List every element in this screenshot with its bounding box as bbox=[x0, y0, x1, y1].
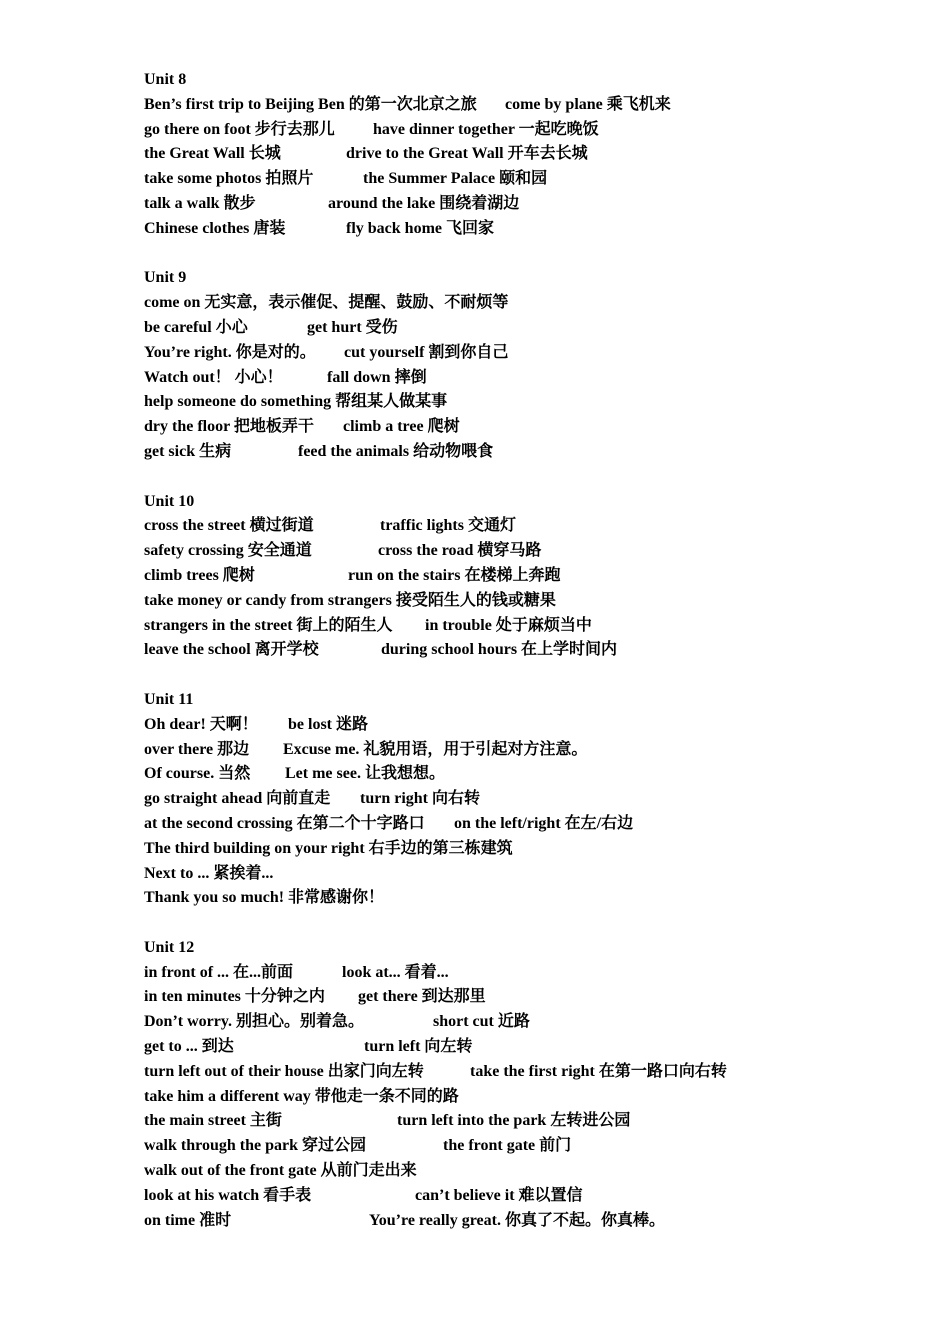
phrase-row bbox=[144, 886, 904, 911]
phrase: You’re really great. 你真了不起。你真棒。 bbox=[369, 1211, 665, 1229]
phrase-row bbox=[144, 762, 904, 787]
phrase-row bbox=[144, 1010, 904, 1035]
phrase-row bbox=[144, 514, 904, 539]
unit-12-section bbox=[144, 936, 904, 1234]
phrase-row bbox=[144, 341, 904, 366]
phrase: turn left into the park 左转进公园 bbox=[397, 1112, 631, 1130]
phrase: Of course. 当然 bbox=[144, 765, 251, 783]
phrase: dry the floor 把地板弄干 bbox=[144, 418, 314, 436]
phrase-row bbox=[144, 390, 904, 415]
phrase-row bbox=[144, 1159, 904, 1184]
unit-title: Unit 12 bbox=[144, 938, 195, 956]
unit-11-section bbox=[144, 688, 904, 911]
unit-title: Unit 10 bbox=[144, 492, 195, 510]
unit-title: Unit 11 bbox=[144, 690, 194, 708]
phrase: take the first right 在第一路口向右转 bbox=[470, 1062, 727, 1080]
phrase: Chinese clothes 唐装 bbox=[144, 219, 286, 237]
vocabulary-document bbox=[144, 68, 904, 1258]
phrase: in front of ... 在...前面 bbox=[144, 963, 294, 981]
phrase-row bbox=[144, 1134, 904, 1159]
phrase: cross the street 横过街道 bbox=[144, 517, 314, 535]
phrase-row bbox=[144, 589, 904, 614]
phrase: run on the stairs 在楼梯上奔跑 bbox=[348, 566, 561, 584]
phrase: Let me see. 让我想想。 bbox=[285, 765, 445, 783]
phrase: walk through the park 穿过公园 bbox=[144, 1137, 366, 1155]
phrase: the Summer Palace 颐和园 bbox=[363, 170, 548, 188]
phrase-row bbox=[144, 118, 904, 143]
phrase: leave the school 离开学校 bbox=[144, 641, 319, 659]
phrase: over there 那边 bbox=[144, 740, 250, 758]
phrase: fall down 摔倒 bbox=[327, 368, 427, 386]
phrase: walk out of the front gate 从前门走出来 bbox=[144, 1162, 417, 1180]
phrase-row bbox=[144, 440, 904, 465]
phrase: be lost 迷路 bbox=[288, 715, 369, 733]
phrase: in trouble 处于麻烦当中 bbox=[425, 616, 592, 634]
phrase: talk a walk 散步 bbox=[144, 194, 256, 212]
phrase: turn left out of their house 出家门向左转 bbox=[144, 1062, 424, 1080]
phrase-row bbox=[144, 961, 904, 986]
phrase: the main street 主街 bbox=[144, 1112, 282, 1130]
phrase: take some photos 拍照片 bbox=[144, 170, 314, 188]
phrase-row bbox=[144, 1035, 904, 1060]
phrase: get there 到达那里 bbox=[358, 988, 486, 1006]
phrase-row bbox=[144, 738, 904, 763]
phrase: turn left 向左转 bbox=[364, 1038, 473, 1056]
phrase: strangers in the street 街上的陌生人 bbox=[144, 616, 393, 634]
phrase-row bbox=[144, 812, 904, 837]
phrase: take money or candy from strangers 接受陌生人的钱或糖果 bbox=[144, 591, 556, 609]
phrase: in ten minutes 十分钟之内 bbox=[144, 988, 325, 1006]
phrase: get sick 生病 bbox=[144, 442, 232, 460]
phrase: help someone do something 帮组某人做某事 bbox=[144, 393, 448, 411]
phrase-row bbox=[144, 862, 904, 887]
phrase-row bbox=[144, 366, 904, 391]
phrase: Next to ... 紧挨着... bbox=[144, 864, 274, 882]
unit-9-section bbox=[144, 266, 904, 464]
phrase-row bbox=[144, 291, 904, 316]
phrase-row bbox=[144, 638, 904, 663]
phrase: fly back home 飞回家 bbox=[346, 219, 495, 237]
phrase: Ben’s first trip to Beijing Ben 的第一次北京之旅 bbox=[144, 95, 477, 113]
phrase-row bbox=[144, 1085, 904, 1110]
phrase: during school hours 在上学时间内 bbox=[381, 641, 618, 659]
phrase: cross the road 横穿马路 bbox=[378, 542, 542, 560]
phrase-row bbox=[144, 837, 904, 862]
phrase: on the left/right 在左/右边 bbox=[454, 814, 634, 832]
phrase-row bbox=[144, 614, 904, 639]
phrase: Oh dear! 天啊！ bbox=[144, 715, 258, 733]
phrase: Thank you so much! 非常感谢你！ bbox=[144, 889, 385, 907]
phrase: be careful 小心 bbox=[144, 318, 248, 336]
phrase-row bbox=[144, 142, 904, 167]
phrase: take him a different way 带他走一条不同的路 bbox=[144, 1087, 459, 1105]
phrase: get to ... 到达 bbox=[144, 1038, 234, 1056]
phrase: the Great Wall 长城 bbox=[144, 145, 281, 163]
unit-8-section bbox=[144, 68, 904, 242]
phrase: at the second crossing 在第二个十字路口 bbox=[144, 814, 425, 832]
phrase: short cut 近路 bbox=[433, 1013, 530, 1031]
phrase-row bbox=[144, 1060, 904, 1085]
phrase-row bbox=[144, 539, 904, 564]
phrase-row bbox=[144, 564, 904, 589]
phrase: go straight ahead 向前直走 bbox=[144, 790, 331, 808]
phrase: can’t believe it 难以置信 bbox=[415, 1186, 583, 1204]
phrase: turn right 向右转 bbox=[360, 790, 481, 808]
phrase-row bbox=[144, 787, 904, 812]
phrase-row bbox=[144, 713, 904, 738]
phrase-row bbox=[144, 985, 904, 1010]
phrase-row bbox=[144, 1109, 904, 1134]
phrase: climb trees 爬树 bbox=[144, 566, 255, 584]
phrase-row bbox=[144, 192, 904, 217]
phrase: around the lake 围绕着湖边 bbox=[328, 194, 520, 212]
phrase: traffic lights 交通灯 bbox=[380, 517, 516, 535]
unit-10-section bbox=[144, 490, 904, 664]
unit-title: Unit 9 bbox=[144, 269, 187, 287]
phrase: Watch out！ 小心！ bbox=[144, 368, 283, 386]
phrase: climb a tree 爬树 bbox=[343, 418, 460, 436]
phrase: come on 无实意，表示催促、提醒、鼓励、不耐烦等 bbox=[144, 294, 509, 312]
phrase-row bbox=[144, 316, 904, 341]
phrase: Excuse me. 礼貌用语，用于引起对方注意。 bbox=[283, 740, 588, 758]
phrase: have dinner together 一起吃晚饭 bbox=[373, 120, 599, 138]
phrase: You’re right. 你是对的。 bbox=[144, 343, 316, 361]
phrase: the front gate 前门 bbox=[443, 1137, 572, 1155]
phrase: on time 准时 bbox=[144, 1211, 232, 1229]
phrase: Don’t worry. 别担心。别着急。 bbox=[144, 1013, 364, 1031]
phrase: look at his watch 看手表 bbox=[144, 1186, 312, 1204]
phrase: look at... 看着... bbox=[342, 963, 449, 981]
phrase: go there on foot 步行去那儿 bbox=[144, 120, 335, 138]
phrase-row bbox=[144, 1184, 904, 1209]
phrase-row bbox=[144, 415, 904, 440]
phrase: safety crossing 安全通道 bbox=[144, 542, 312, 560]
phrase: The third building on your right 右手边的第三栋建筑 bbox=[144, 839, 513, 857]
phrase: drive to the Great Wall 开车去长城 bbox=[346, 145, 588, 163]
phrase-row bbox=[144, 93, 904, 118]
phrase: get hurt 受伤 bbox=[307, 318, 398, 336]
phrase-row bbox=[144, 1209, 904, 1234]
phrase: come by plane 乘飞机来 bbox=[505, 95, 671, 113]
phrase-row bbox=[144, 217, 904, 242]
phrase: cut yourself 割到你自己 bbox=[344, 343, 509, 361]
phrase: feed the animals 给动物喂食 bbox=[298, 442, 494, 460]
unit-title: Unit 8 bbox=[144, 71, 187, 88]
phrase-row bbox=[144, 167, 904, 192]
